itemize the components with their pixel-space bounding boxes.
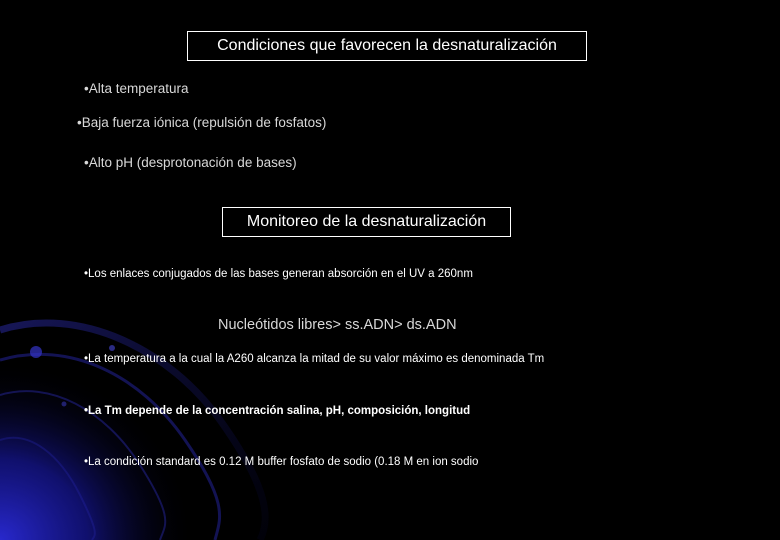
- bullet-tm-definition: •La temperatura a la cual la A260 alcanza la mitad de su valor máximo es denominada Tm: [84, 353, 545, 365]
- section-title-conditions: Condiciones que favorecen la desnaturalización: [187, 31, 587, 61]
- bullet-high-temperature: •Alta temperatura: [84, 81, 189, 96]
- bullet-high-ph: •Alto pH (desprotonación de bases): [84, 155, 297, 170]
- bullet-tm-dependence: •La Tm depende de la concentración salina, pH, composición, longitud: [84, 405, 471, 417]
- bullet-uv-absorption: •Los enlaces conjugados de las bases generan absorción en el UV a 260nm: [84, 268, 473, 280]
- bullet-standard-condition: •La condición standard es 0.12 M buffer fosfato de sodio (0.18 M en ion sodio: [84, 456, 479, 468]
- absorbance-order-line: Nucleótidos libres> ss.ADN> ds.ADN: [218, 317, 457, 333]
- bullet-low-ionic-strength: •Baja fuerza iónica (repulsión de fosfatos): [77, 115, 327, 130]
- section-title-monitoring: Monitoreo de la desnaturalización: [222, 207, 511, 237]
